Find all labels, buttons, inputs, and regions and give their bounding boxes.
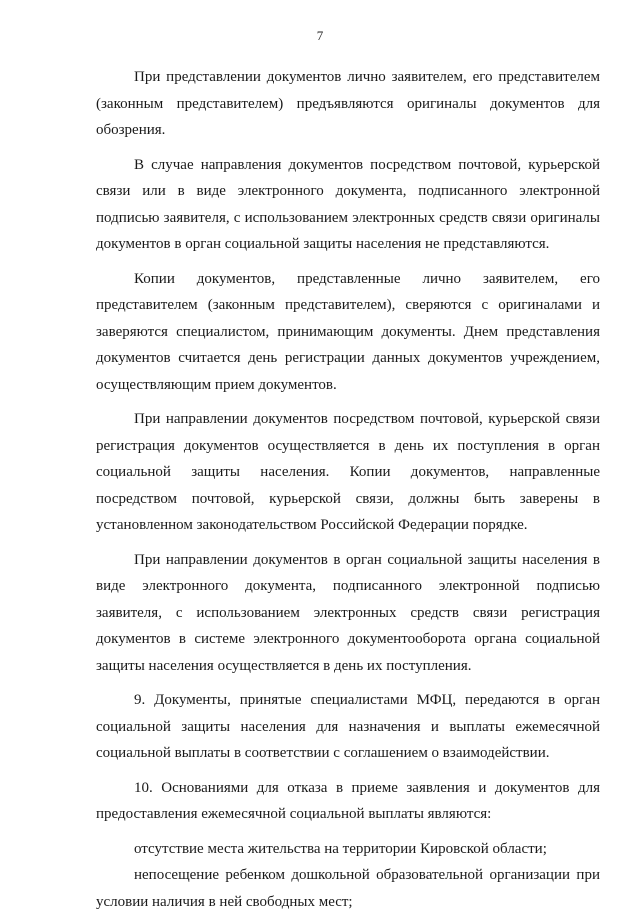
paragraph-postal-electronic: В случае направления документов посредством почтовой, курьерской связи или в виде электронного документа, подписанного электронной подписью заявителя, с использованием электронных средств связи оригиналы документов в орган социальной защиты населения не представляются. <box>96 156 600 252</box>
paragraph-item-10: 10. Основаниями для отказа в приеме заявления и документов для предоставления ежемесячной социальной выплаты являются: <box>96 779 600 822</box>
paragraph-refusal-reason-1: отсутствие места жительства на территории Кировской области; <box>134 840 547 857</box>
document-body <box>96 64 600 915</box>
paragraph-original-documents: При представлении документов лично заявителем, его представителем (законным представителем) предъявляются оригиналы документов для обозрения. <box>96 69 600 138</box>
paragraph-electronic-registration: При направлении документов в орган социальной защиты населения в виде электронного документа, подписанного электронной подписью заявителя, с использованием электронных средств связи регистрация документов в системе электронного документооборота органа социальной защиты населения осуществляется в день их поступления. <box>96 551 600 674</box>
paragraph-item-9: 9. Документы, принятые специалистами МФЦ, передаются в орган социальной защиты населения для назначения и выплаты ежемесячной социальной выплаты в соответствии с соглашением о взаимодействии. <box>96 692 600 761</box>
paragraph-postal-registration: При направлении документов посредством почтовой, курьерской связи регистрация документов осуществляется в день их поступления в орган социальной защиты населения. Копии документов, направленные посредством почтовой, курьерской связи, должны быть заверены в установленном законодательством Российской Федерации порядке. <box>96 411 600 533</box>
paragraph-refusal-reason-2: непосещение ребенком дошкольной образовательной организации при условии наличия в ней свободных мест; <box>96 867 600 910</box>
paragraph-copies-verification: Копии документов, представленные лично заявителем, его представителем (законным представителем), сверяются с оригиналами и заверяются специалистом, принимающим документы. Днем представления документов считается день регистрации данных документов учреждением, осуществляющим прием документов. <box>96 270 600 393</box>
page-number: 7 <box>316 28 324 43</box>
